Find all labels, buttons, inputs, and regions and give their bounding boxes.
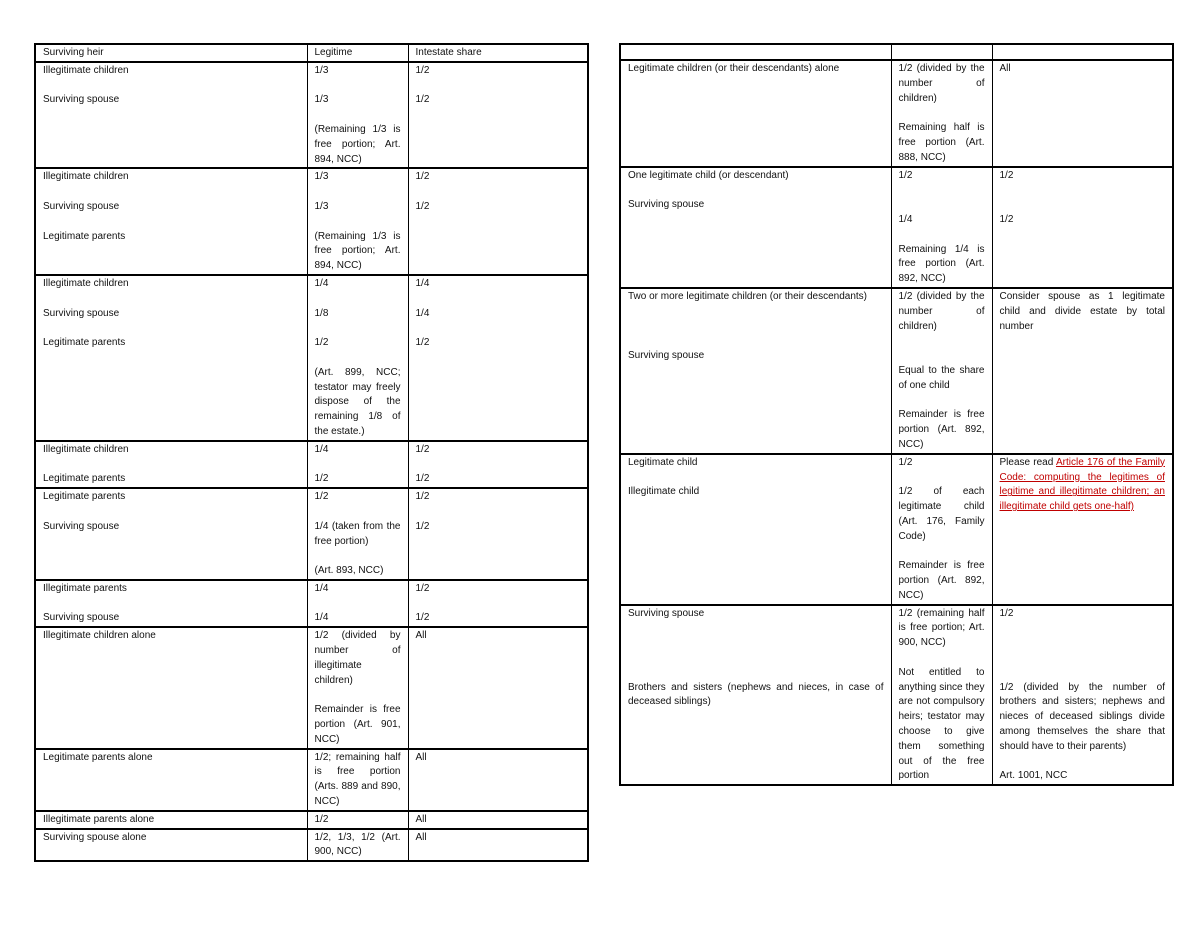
- header-surviving-heir: Surviving heir: [35, 44, 307, 62]
- cell-line: 1/4: [314, 582, 329, 594]
- cell-line: Legitimate children (or their descendants) alone: [628, 63, 840, 74]
- line-gap: [315, 458, 401, 473]
- cell-line: 1/2: [898, 456, 913, 468]
- line-gap: [628, 651, 884, 666]
- cell-intestate-share: [992, 454, 1173, 605]
- cell-line: All: [415, 831, 427, 843]
- table-row: [35, 441, 588, 488]
- cell-surviving-heir: [620, 605, 891, 786]
- cell-line: 1/2 (divided by the number of children): [898, 63, 985, 104]
- cell-surviving-heir: [35, 62, 307, 169]
- cell-line: (Remaining 1/3 is free portion; Art. 894, NCC): [314, 123, 401, 165]
- line-gap: [899, 349, 985, 364]
- cell-legitime: [891, 605, 992, 786]
- cell-line: 1/4: [314, 443, 329, 455]
- cell-line: 1/3: [314, 64, 329, 76]
- cell-line: Illegitimate parents: [43, 582, 127, 594]
- line-gap: [1000, 755, 1166, 770]
- cell-line: 1/2, 1/3, 1/2 (Art. 900, NCC): [314, 831, 401, 858]
- table-row: [620, 167, 1173, 288]
- line-gap: [315, 185, 401, 200]
- cell-line: 1/4: [415, 277, 430, 289]
- line-gap: [416, 505, 581, 520]
- line-gap: [416, 292, 581, 307]
- cell-line: Illegitimate children: [43, 443, 129, 455]
- cell-line: Brothers and sisters (nephews and nieces, in case of deceased siblings): [628, 681, 884, 708]
- line-gap: [43, 79, 300, 94]
- line-gap: [315, 549, 401, 564]
- cell-line: Not entitled to anything since they are not compulsory heirs; testator may choose to give them something out of the free portion: [898, 666, 985, 782]
- cell-line: (Art. 899, NCC; testator may freely dispose of the remaining 1/8 of the estate.): [314, 366, 401, 437]
- cell-line: 1/2: [415, 337, 430, 349]
- cell-line: 1/2: [415, 582, 430, 594]
- cell-legitime: [891, 167, 992, 288]
- cell-line: 1/2: [314, 491, 329, 503]
- cell-surviving-heir: [35, 811, 307, 829]
- line-gap: [628, 183, 884, 198]
- table-row: [35, 627, 588, 748]
- cell-line: 1/2: [415, 520, 430, 532]
- line-gap: [315, 292, 401, 307]
- header-legitime: Legitime: [307, 44, 408, 62]
- line-gap: [628, 320, 884, 335]
- line-gap: [628, 621, 884, 636]
- cell-line: Legitimate parents: [43, 491, 126, 503]
- cell-line: Illegitimate children alone: [43, 630, 156, 642]
- line-gap: [899, 183, 985, 198]
- line-gap: [628, 334, 884, 349]
- line-gap: [899, 545, 985, 560]
- cell-line: Illegitimate parents alone: [43, 813, 155, 825]
- cell-intestate-share: [408, 829, 588, 862]
- cell-line: 1/3: [314, 200, 329, 212]
- cell-intestate-share: [992, 60, 1173, 167]
- cell-line: 1/2 (divided by the number of brothers and sisters; nephews and nieces of deceased siblings divide among themselves the share that should have to their parents): [999, 681, 1165, 752]
- cell-line: 1/2: [415, 443, 430, 455]
- table-row: [35, 829, 588, 862]
- cell-intestate-share: [408, 488, 588, 580]
- line-gap: [1000, 183, 1166, 198]
- cell-surviving-heir: [35, 488, 307, 580]
- cell-line: 1/2 (divided by the number of children): [898, 290, 985, 332]
- cell-legitime: [307, 811, 408, 829]
- line-gap: [628, 666, 884, 681]
- cell-line: Equal to the share of one child: [898, 364, 985, 391]
- table-body: [620, 60, 1173, 785]
- cell-line: 1/2: [415, 64, 430, 76]
- cell-intestate-share: [408, 441, 588, 488]
- cell-line: 1/2: [415, 94, 430, 106]
- cell-legitime: [307, 580, 408, 627]
- cell-legitime: [307, 749, 408, 811]
- line-gap: [1000, 198, 1166, 213]
- cell-line: 1/4: [898, 213, 913, 225]
- cell-line: 1/2: [415, 612, 430, 624]
- cell-line: 1/8: [314, 307, 329, 319]
- cell-line: Illegitimate children: [43, 171, 129, 183]
- line-gap: [43, 185, 300, 200]
- cell-line: (Art. 893, NCC): [314, 565, 384, 577]
- cell-line: One legitimate child (or descendant): [628, 169, 789, 181]
- cell-surviving-heir: [35, 580, 307, 627]
- line-gap: [43, 458, 300, 473]
- cell-intestate-share: [992, 167, 1173, 288]
- line-gap: [899, 651, 985, 666]
- cell-line: Surviving spouse: [43, 307, 120, 319]
- cell-line: Art. 1001, NCC: [999, 770, 1068, 782]
- header-intestate-share: Intestate share: [408, 44, 588, 62]
- line-gap: [899, 198, 985, 213]
- line-gap: [416, 79, 581, 94]
- line-gap: [315, 321, 401, 336]
- table-row: [35, 580, 588, 627]
- cell-line: Surviving spouse: [628, 607, 705, 619]
- line-gap: [315, 505, 401, 520]
- table-row: [35, 168, 588, 275]
- line-gap: [416, 321, 581, 336]
- cell-line: Illegitimate children: [43, 277, 129, 289]
- line-gap: [899, 106, 985, 121]
- table-row: [35, 275, 588, 441]
- cell-intestate-share: [408, 627, 588, 748]
- header-empty-3: [992, 44, 1173, 60]
- cell-line: Surviving spouse: [43, 612, 120, 624]
- cell-line: Surviving spouse alone: [43, 831, 147, 843]
- cell-line: 1/3: [314, 94, 329, 106]
- table-row: [620, 288, 1173, 454]
- cell-line: 1/2: [314, 473, 329, 485]
- cell-line: Two or more legitimate children (or their descendants): [628, 290, 867, 302]
- line-gap: [416, 458, 581, 473]
- line-gap: [899, 334, 985, 349]
- line-gap: [1000, 621, 1166, 636]
- line-gap: [43, 321, 300, 336]
- table-body: [35, 62, 588, 861]
- cell-surviving-heir: [620, 167, 891, 288]
- cell-line: Surviving spouse: [628, 350, 705, 362]
- cell-legitime: [307, 62, 408, 169]
- cell-intestate-share: [992, 288, 1173, 454]
- share-note: [1000, 456, 1166, 515]
- cell-line: 1/2: [999, 169, 1014, 181]
- line-gap: [43, 597, 300, 612]
- cell-line: All: [415, 630, 427, 642]
- cell-surviving-heir: [620, 60, 891, 167]
- cell-line: Legitimate child: [628, 456, 698, 468]
- cell-intestate-share: [408, 62, 588, 169]
- cell-legitime: [307, 441, 408, 488]
- line-gap: [628, 305, 884, 320]
- cell-line: 1/4: [314, 612, 329, 624]
- cell-surviving-heir: [35, 749, 307, 811]
- table-row: [35, 62, 588, 169]
- cell-line: 1/2: [415, 200, 430, 212]
- cell-legitime: [307, 275, 408, 441]
- cell-line: 1/2: [314, 813, 329, 825]
- line-gap: [1000, 636, 1166, 651]
- cell-line: Remainder is free portion (Art. 901, NCC): [314, 704, 401, 745]
- cell-surviving-heir: [35, 627, 307, 748]
- line-gap: [1000, 666, 1166, 681]
- cell-line: Surviving spouse: [43, 94, 120, 106]
- cell-legitime: [307, 627, 408, 748]
- line-gap: [43, 292, 300, 307]
- table-row: [620, 60, 1173, 167]
- line-gap: [628, 636, 884, 651]
- cell-line: 1/4: [415, 307, 430, 319]
- table-row: [35, 749, 588, 811]
- cell-line: All: [415, 813, 427, 825]
- cell-surviving-heir: [620, 454, 891, 605]
- cell-legitime: [891, 60, 992, 167]
- cell-line: 1/3: [314, 171, 329, 183]
- cell-line: Illegitimate children: [43, 64, 129, 76]
- cell-line: Illegitimate child: [628, 486, 700, 498]
- cell-line: 1/2: [314, 337, 329, 349]
- cell-surviving-heir: [35, 168, 307, 275]
- line-gap: [899, 471, 985, 486]
- line-gap: [315, 108, 401, 123]
- table-row: [35, 488, 588, 580]
- line-gap: [315, 215, 401, 230]
- table-header-row: [35, 44, 588, 62]
- line-gap: [43, 215, 300, 230]
- line-gap: [899, 394, 985, 409]
- table-header-row: [620, 44, 1173, 60]
- cell-line: Remainder is free portion (Art. 892, NCC): [898, 409, 985, 450]
- cell-line: Remaining half is free portion (Art. 888, NCC): [898, 122, 985, 163]
- cell-line: All: [415, 751, 427, 763]
- cell-line: All: [999, 63, 1011, 74]
- header-empty-1: [620, 44, 891, 60]
- line-gap: [43, 505, 300, 520]
- cell-legitime: [891, 288, 992, 454]
- article-176-link[interactable]: Article 176 of the Family Code: computing the legitimes of legitime and illegitimate children; an illegitimate child gets one-half): [999, 456, 1165, 513]
- cell-surviving-heir: [620, 288, 891, 454]
- cell-line: 1/2; remaining half is free portion (Arts. 889 and 890, NCC): [314, 751, 401, 808]
- cell-line: Remainder is free portion (Art. 892, NCC): [898, 560, 985, 601]
- cell-legitime: [891, 454, 992, 605]
- cell-line: 1/2: [898, 169, 913, 181]
- cell-line: 1/2: [999, 607, 1014, 619]
- table-row: [620, 605, 1173, 786]
- cell-line: Consider spouse as 1 legitimate child and divide estate by total number: [999, 290, 1165, 332]
- cell-line: 1/2: [415, 491, 430, 503]
- cell-intestate-share: [408, 749, 588, 811]
- cell-line: Surviving spouse: [43, 200, 120, 212]
- table-row: [35, 811, 588, 829]
- cell-intestate-share: [992, 605, 1173, 786]
- cell-legitime: [307, 168, 408, 275]
- cell-line: 1/2: [415, 171, 430, 183]
- line-gap: [416, 185, 581, 200]
- cell-line: Legitimate parents: [43, 337, 126, 349]
- cell-line: 1/2: [415, 473, 430, 485]
- cell-line: 1/2 of each legitimate child (Art. 176, Family Code): [898, 486, 985, 542]
- table-row: [620, 454, 1173, 605]
- cell-intestate-share: [408, 811, 588, 829]
- line-gap: [315, 688, 401, 703]
- cell-line: 1/2 (remaining half is free portion; Art. 900, NCC): [898, 607, 985, 649]
- share-prefix: Please read: [999, 456, 1056, 468]
- header-empty-2: [891, 44, 992, 60]
- cell-surviving-heir: [35, 275, 307, 441]
- cell-intestate-share: [408, 275, 588, 441]
- cell-line: 1/4: [314, 277, 329, 289]
- cell-intestate-share: [408, 168, 588, 275]
- cell-surviving-heir: [35, 829, 307, 862]
- cell-legitime: [307, 829, 408, 862]
- cell-line: Remaining 1/4 is free portion (Art. 892, NCC): [898, 243, 985, 285]
- line-gap: [1000, 651, 1166, 666]
- line-gap: [628, 471, 884, 486]
- cell-line: 1/2 (divided by number of illegitimate children): [314, 630, 401, 686]
- line-gap: [416, 597, 581, 612]
- cell-line: 1/4 (taken from the free portion): [314, 520, 401, 547]
- cell-legitime: [307, 488, 408, 580]
- cell-line: 1/2: [999, 213, 1014, 225]
- line-gap: [899, 228, 985, 243]
- cell-line: Surviving spouse: [43, 520, 120, 532]
- cell-line: Surviving spouse: [628, 199, 705, 211]
- cell-line: Legitimate parents: [43, 473, 126, 485]
- cell-line: Legitimate parents alone: [43, 751, 153, 763]
- heirs-table-left: [34, 43, 589, 862]
- cell-surviving-heir: [35, 441, 307, 488]
- line-gap: [315, 79, 401, 94]
- heirs-table-right: [619, 43, 1174, 786]
- cell-line: (Remaining 1/3 is free portion; Art. 894, NCC): [314, 230, 401, 272]
- line-gap: [315, 597, 401, 612]
- cell-intestate-share: [408, 580, 588, 627]
- cell-line: Legitimate parents: [43, 230, 126, 242]
- line-gap: [315, 351, 401, 366]
